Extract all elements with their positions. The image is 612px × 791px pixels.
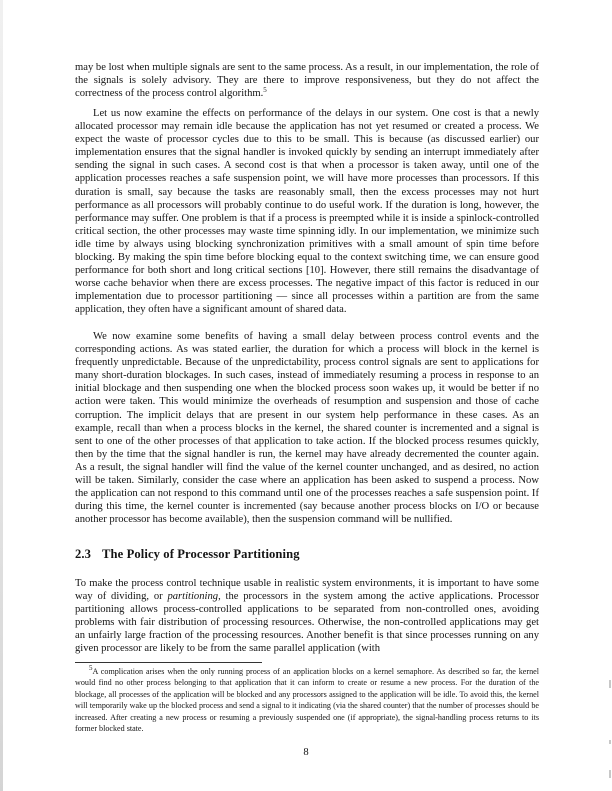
paragraph-delay-benefits — [75, 330, 539, 526]
paragraph-delay-performance-costs — [75, 107, 539, 317]
emphasized-term: partitioning — [167, 591, 219, 603]
scan-edge-shadow — [0, 0, 3, 791]
footnote-reference: 5 — [263, 86, 267, 95]
paragraph-text: We now examine some benefits of having a small delay between process control events and the corresponding actions. As was stated earlier, the duration for which a process will block in the kernel is frequently unpredictable. Because of the unpredictability, process control signals are sent to applications for many short-duration blockages. In such cases, instead of immediately resuming a process in response to an initial blockage and then suspending one when the blocked process soon wakes up, it would be better if no action were taken. This would minimize the overheads of resumption and suspension and those of cache corruption. The implicit delays that are present in our system help performance in these cases. As an example, recall than when a process blocks in the kernel, the shared counter is incremented and a signal is sent to one of the other processes of that application to take action. If the blocked process resumes quickly, then by the time that the signal handler is run, the kernel may have already decremented the counter again. As a result, the signal handler will find the value of the kernel counter unchanged, and as desired, no action will be taken. Similarly, consider the case where an application has been asked to suspend a process. Now the application can not respond to this command until one of the processes reaches a safe suspension point. If during this time, the kernel counter is incremented (say because another process blocks on I/O or because another processor has become available), then the suspension command will be nullified. — [75, 331, 539, 526]
scan-artifact-mark — [609, 740, 611, 744]
paragraph-processor-partitioning — [75, 577, 539, 656]
paragraph-text: may be lost when multiple signals are sent to the same process. As a result, in our implementation, the role of the signals is solely advisory. They are there to improve responsiveness, but they do not affect the correctness of the process control algorithm. — [75, 62, 539, 100]
footnote-marker: 5 — [89, 664, 93, 672]
footnote-text: A complication arises when the only running process of an application blocks on a kernel semaphore. As described so far, the kernel would find no other process belonging to that application that it can inform to create or resume a new process. For the duration of the blockage, all processes of the application will be blocked and any processors assigned to the application will be idle. To avoid this, the kernel will temporarily wake up the blocked process and send a signal to it indicating (via the shared counter) that the number of processes should be increased. After creating a new process or resuming a previously suspended one (if appropriate), the signal-handling process returns to its former blocked state. — [75, 667, 539, 734]
scan-artifact-mark — [609, 770, 611, 778]
section-title: The Policy of Processor Partitioning — [102, 547, 300, 561]
paragraph-continuation — [75, 61, 539, 100]
footnote — [75, 666, 539, 734]
page-number: 8 — [303, 747, 309, 758]
paragraph-text: , the processors in the system among the active applications. Processor partitioning allows process-controlled applications to be separated from non-controlled ones, avoiding problems with fair distribution of processing resources. Otherwise, the non-controlled applications may get an unfairly large fraction of the processing resources. Another benefit is that since processes running on any given processor are likely to be from the same parallel application (with — [75, 591, 539, 655]
paragraph-text: Let us now examine the effects on performance of the delays in our system. One cost is that a newly allocated processor may remain idle because the application has not yet resumed or created a process. We expect the waste of processor cycles due to this to be small. This is because (as discussed earlier) our implementation ensures that the signal handler is invoked quickly by sending an interrupt immediately after sending the signal in such cases. A second cost is that when a processor is taken away, until one of the application processes reaches a safe suspension point, we will have more processes than processors. If this duration is small, say because the tasks are reasonably small, then the excess processes may not hurt performance as all processors will probably continue to do useful work. If the duration is long, however, the performance may suffer. One problem is that if a process is preempted while it is inside a spinlock-controlled critical section, the other processes may waste time spinning idly. In our implementation, we minimize such idle time by always using blocking synchronization primitives with a small amount of spin time before blocking. By making the spin time before blocking equal to the context switching time, we can ensure good performance for both short and long critical sections [10]. However, there still remains the disadvantage of worse cache behavior when there are excess processes. The negative impact of this factor is reduced in our implementation due to processor partitioning — since all processes within a partition are from the same application, they often have a significant amount of shared data. — [75, 108, 539, 316]
scan-artifact-mark — [609, 680, 611, 688]
section-number: 2.3 — [75, 547, 92, 561]
paragraph-text: To make the process control technique usable in realistic system environments, it is important to have some way of dividing, or — [75, 578, 539, 603]
footnote-separator — [75, 662, 262, 663]
section-heading — [75, 547, 300, 562]
